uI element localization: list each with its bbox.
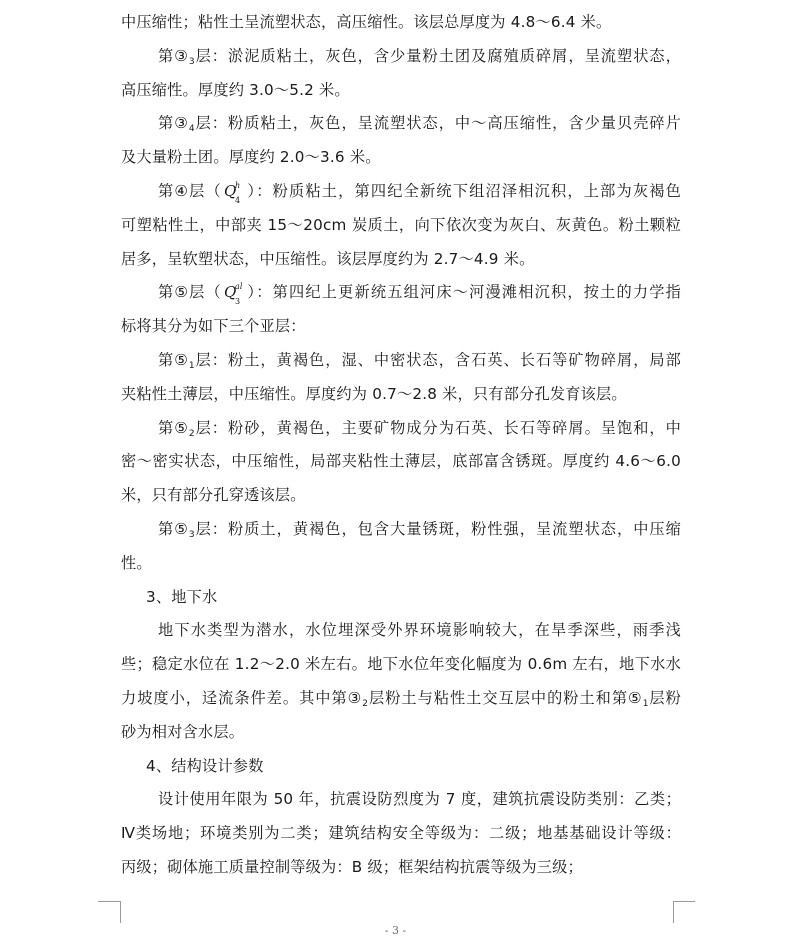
page-corner-mark-right: [673, 901, 696, 923]
geologic-age-symbol: Q h 4: [223, 180, 241, 205]
text-line: [121, 243, 681, 277]
text-line: [121, 107, 681, 141]
text-line: [121, 513, 681, 547]
line-text: 第③: [158, 114, 189, 133]
line-text: 高压缩性。厚度约 3.0～5.2 米。: [121, 80, 350, 99]
text-line: [121, 276, 681, 310]
line-text: 居多，呈软塑状态，中压缩性。该层厚度约为 2.7～4.9 米。: [121, 249, 535, 268]
layer-subscript: 2: [188, 428, 195, 439]
page-corner-mark-left-top: [98, 901, 120, 902]
line-text: 丙级；砌体施工质量控制等级为：B 级；框架结构抗震等级为三级；: [121, 857, 583, 876]
line-text: 可塑粘性土，中部夹 15～20cm 炭质土，向下依次变为灰白、灰黄色。粉土颗粒: [121, 215, 681, 234]
line-text: 第④层（: [158, 181, 222, 200]
text-line: [121, 378, 681, 412]
line-text: 3、地下水: [146, 587, 218, 606]
line-text-continued: 层：粉质土，黄褐色，包含大量锈斑，粉性强，呈流塑状态，中压缩: [194, 519, 681, 538]
text-line: [121, 783, 681, 817]
line-text-continued: 层：粉土，黄褐色，湿、中密状态，含石英、长石等矿物碎屑，局部: [194, 350, 681, 369]
line-text: 密～密实状态，中压缩性，局部夹粘性土薄层，底部富含锈斑。厚度约 4.6～6.0: [121, 452, 681, 471]
line-text: 砂为相对含水层。: [121, 722, 245, 741]
line-text: 第⑤层（: [158, 283, 222, 302]
text-line: [121, 74, 681, 108]
line-text: 第⑤: [158, 350, 189, 369]
text-line: [121, 479, 681, 513]
text-line: [121, 310, 681, 344]
line-text-continued: ）：粉质粘土，第四纪全新统下组沼泽相沉积，上部为灰褐色: [246, 181, 681, 200]
text-line: [121, 209, 681, 243]
layer-subscript: 2: [362, 698, 369, 709]
line-text: 米，只有部分孔穿透该层。: [121, 486, 306, 505]
line-text-continued: 层：粉质粘土，灰色，呈流塑状态，中～高压缩性，含少量贝壳碎片: [194, 114, 681, 133]
line-text: 地下水类型为潜水，水位埋深受外界环境影响较大，在旱季深些，雨季浅: [158, 621, 681, 640]
layer-subscript: 4: [188, 124, 195, 135]
text-line: [121, 412, 681, 446]
text-line: [121, 6, 681, 40]
page-corner-mark-left: [98, 901, 121, 923]
page-number: - 3 -: [384, 924, 407, 937]
line-text-continued: 层粉: [648, 688, 681, 707]
line-text-continued: 层：淤泥质粘土，灰色，含少量粉土团及腐殖质碎屑，呈流塑状态，: [194, 46, 681, 65]
text-line: [121, 141, 681, 175]
line-text: 中压缩性；粘性土呈流塑状态，高压缩性。该层总厚度为 4.8～6.4 米。: [121, 13, 612, 31]
line-text-continued: 层：粉砂，黄褐色，主要矿物成分为石英、长石等碎屑。呈饱和，中: [194, 418, 681, 437]
line-text: 及大量粉土团。厚度约 2.0～3.6 米。: [121, 148, 381, 167]
line-text: 第③: [158, 46, 189, 65]
text-line: [121, 851, 681, 885]
layer-subscript: 1: [642, 698, 649, 709]
line-text: 性。: [121, 553, 152, 572]
text-line: [121, 547, 681, 581]
line-text-continued: ）：第四纪上更新统五组河床～河漫滩相沉积，按土的力学指: [246, 283, 681, 302]
text-line: [121, 614, 681, 648]
line-text: 4、结构设计参数: [146, 756, 264, 775]
text-line: [121, 445, 681, 479]
layer-subscript: 1: [188, 360, 195, 371]
line-text: 夹粘性土薄层，中压缩性。厚度约为 0.7～2.8 米，只有部分孔发育该层。: [121, 384, 627, 403]
line-text: 第⑤: [158, 418, 189, 437]
line-text: 力坡度小，迳流条件差。其中第③: [121, 688, 363, 707]
line-text: Ⅳ类场地；环境类别为二类；建筑结构安全等级为：二级；地基基础设计等级：: [121, 824, 681, 843]
text-line: [121, 40, 681, 74]
line-text: 第⑤: [158, 519, 189, 538]
text-line: [121, 750, 681, 784]
text-line: [121, 175, 681, 209]
line-text: 设计使用年限为 50 年，抗震设防烈度为 7 度，建筑抗震设防类别：乙类；: [158, 790, 681, 809]
line-text: 标将其分为如下三个亚层：: [121, 317, 306, 336]
line-text: 些；稳定水位在 1.2～2.0 米左右。地下水位年变化幅度为 0.6m 左右，地下水水: [121, 655, 681, 674]
text-line: [121, 648, 681, 682]
text-line: [121, 682, 681, 716]
layer-subscript: 3: [188, 529, 195, 540]
geologic-age-symbol: Q al 3: [223, 282, 243, 307]
page-corner-mark-right-top: [673, 901, 695, 902]
text-line: [121, 716, 681, 750]
document-body: [121, 6, 681, 885]
text-line: [121, 817, 681, 851]
text-line: [121, 344, 681, 378]
line-text-continued: 层粉土与粘性土交互层中的粉土和第⑤: [368, 688, 643, 707]
layer-subscript: 3: [188, 56, 195, 67]
text-line: [121, 581, 681, 615]
